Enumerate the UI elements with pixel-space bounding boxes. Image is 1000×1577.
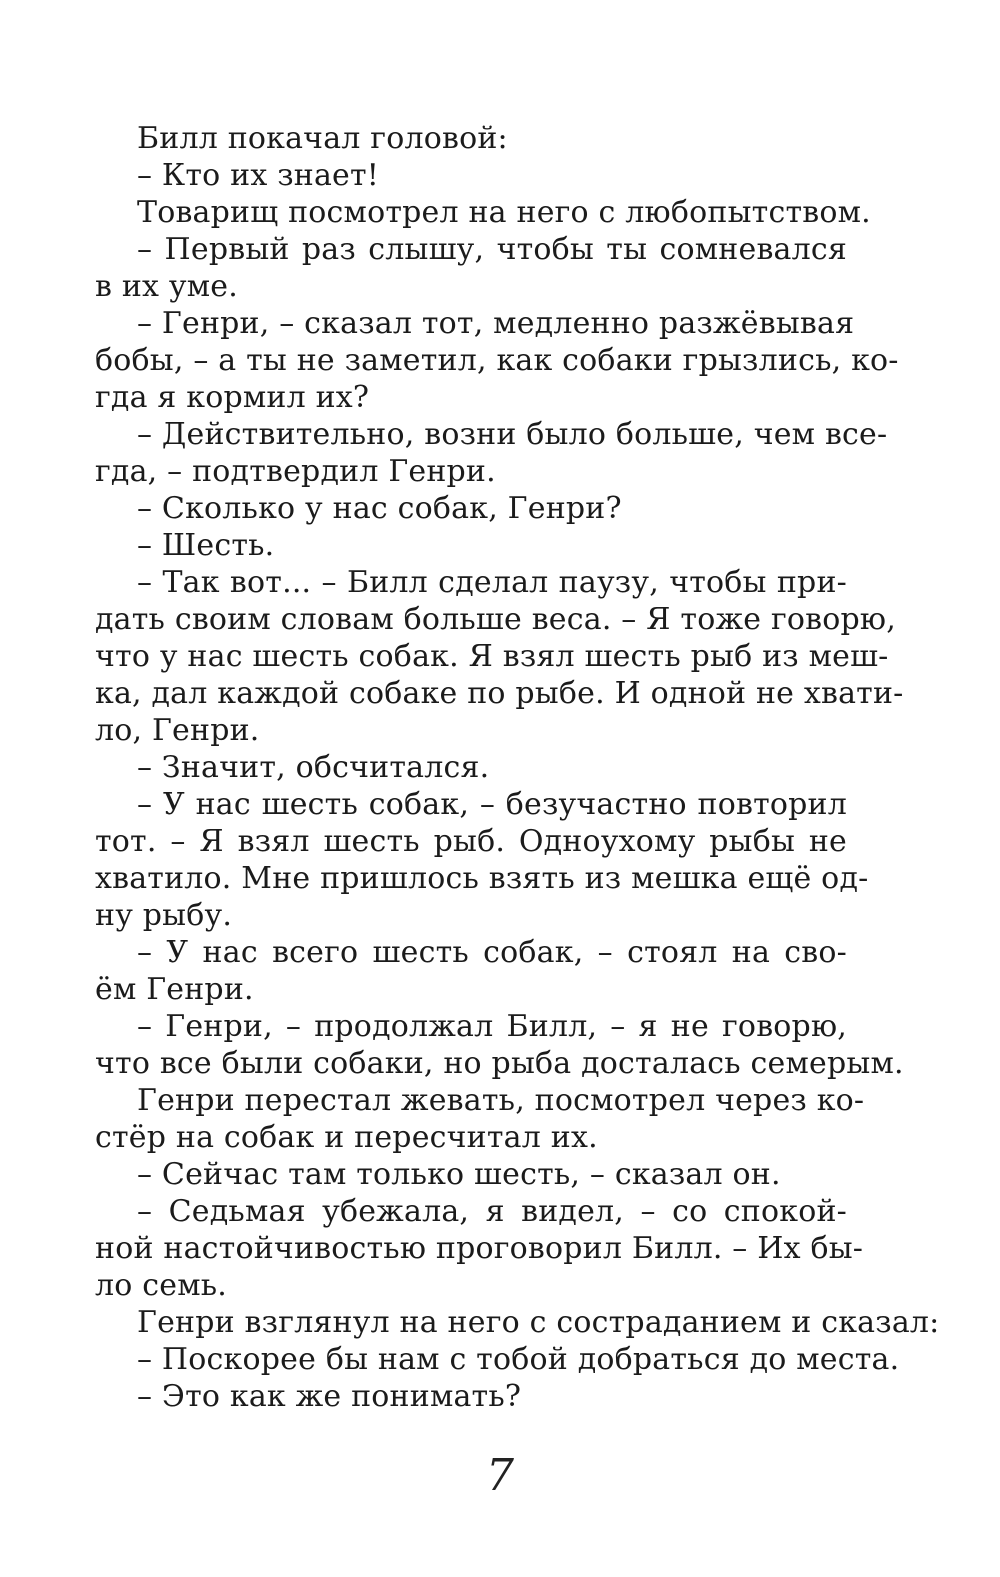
text-line: в их уме.	[95, 269, 238, 304]
text-line: что все были собаки, но рыба досталась семерым.	[95, 1046, 904, 1081]
text-line: – Значит, обсчитался.	[137, 750, 490, 785]
text-line: – Сколько у нас собак, Генри?	[137, 491, 622, 526]
text-line: – Сейчас там только шесть, – сказал он.	[137, 1157, 781, 1192]
text-line: – Генри, – сказал тот, медленно разжёвывая	[137, 306, 855, 341]
text-line: тот. – Я взял шесть рыб. Одноухому рыбы не	[95, 824, 847, 859]
text-line: ло, Генри.	[95, 713, 260, 748]
text-line: – У нас шесть собак, – безучастно повторил	[137, 787, 847, 822]
text-line: стёр на собак и пересчитал их.	[95, 1120, 598, 1155]
text-line: ка, дал каждой собаке по рыбе. И одной не хвати-	[95, 676, 904, 711]
page-number: 7	[486, 1450, 514, 1501]
text-line: Товарищ посмотрел на него с любопытством.	[137, 195, 871, 230]
text-line: – Так вот... – Билл сделал паузу, чтобы при-	[137, 565, 847, 600]
text-line: Билл покачал головой:	[137, 121, 508, 156]
text-line: что у нас шесть собак. Я взял шесть рыб из меш-	[95, 639, 889, 674]
text-line: Генри перестал жевать, посмотрел через ко-	[137, 1083, 865, 1118]
text-line: Генри взглянул на него с состраданием и сказал:	[137, 1305, 940, 1340]
text-line: – Действительно, возни было больше, чем все-	[137, 417, 888, 452]
text-line: – Это как же понимать?	[137, 1379, 522, 1414]
text-line: бобы, – а ты не заметил, как собаки грызлись, ко-	[95, 343, 899, 378]
text-line: хватило. Мне пришлось взять из мешка ещё од-	[95, 861, 869, 896]
text-line: – Кто их знает!	[137, 158, 380, 193]
body-text	[95, 120, 940, 1415]
text-line: ём Генри.	[95, 972, 254, 1007]
text-line: – Шесть.	[137, 528, 275, 563]
text-line: – У нас всего шесть собак, – стоял на сво-	[137, 935, 847, 970]
text-line: дать своим словам больше веса. – Я тоже говорю,	[95, 602, 896, 637]
text-line: гда, – подтвердил Генри.	[95, 454, 496, 489]
text-line: ну рыбу.	[95, 898, 233, 933]
text-line: ло семь.	[95, 1268, 228, 1303]
text-line: – Седьмая убежала, я видел, – со спокой-	[137, 1194, 847, 1229]
text-line: – Первый раз слышу, чтобы ты сомневался	[137, 232, 847, 267]
text-line: – Генри, – продолжал Билл, – я не говорю,	[137, 1009, 847, 1044]
text-line: гда я кормил их?	[95, 380, 370, 415]
text-line: – Поскорее бы нам с тобой добраться до места.	[137, 1342, 900, 1377]
text-line: ной настойчивостью проговорил Билл. – Их бы-	[95, 1231, 864, 1266]
